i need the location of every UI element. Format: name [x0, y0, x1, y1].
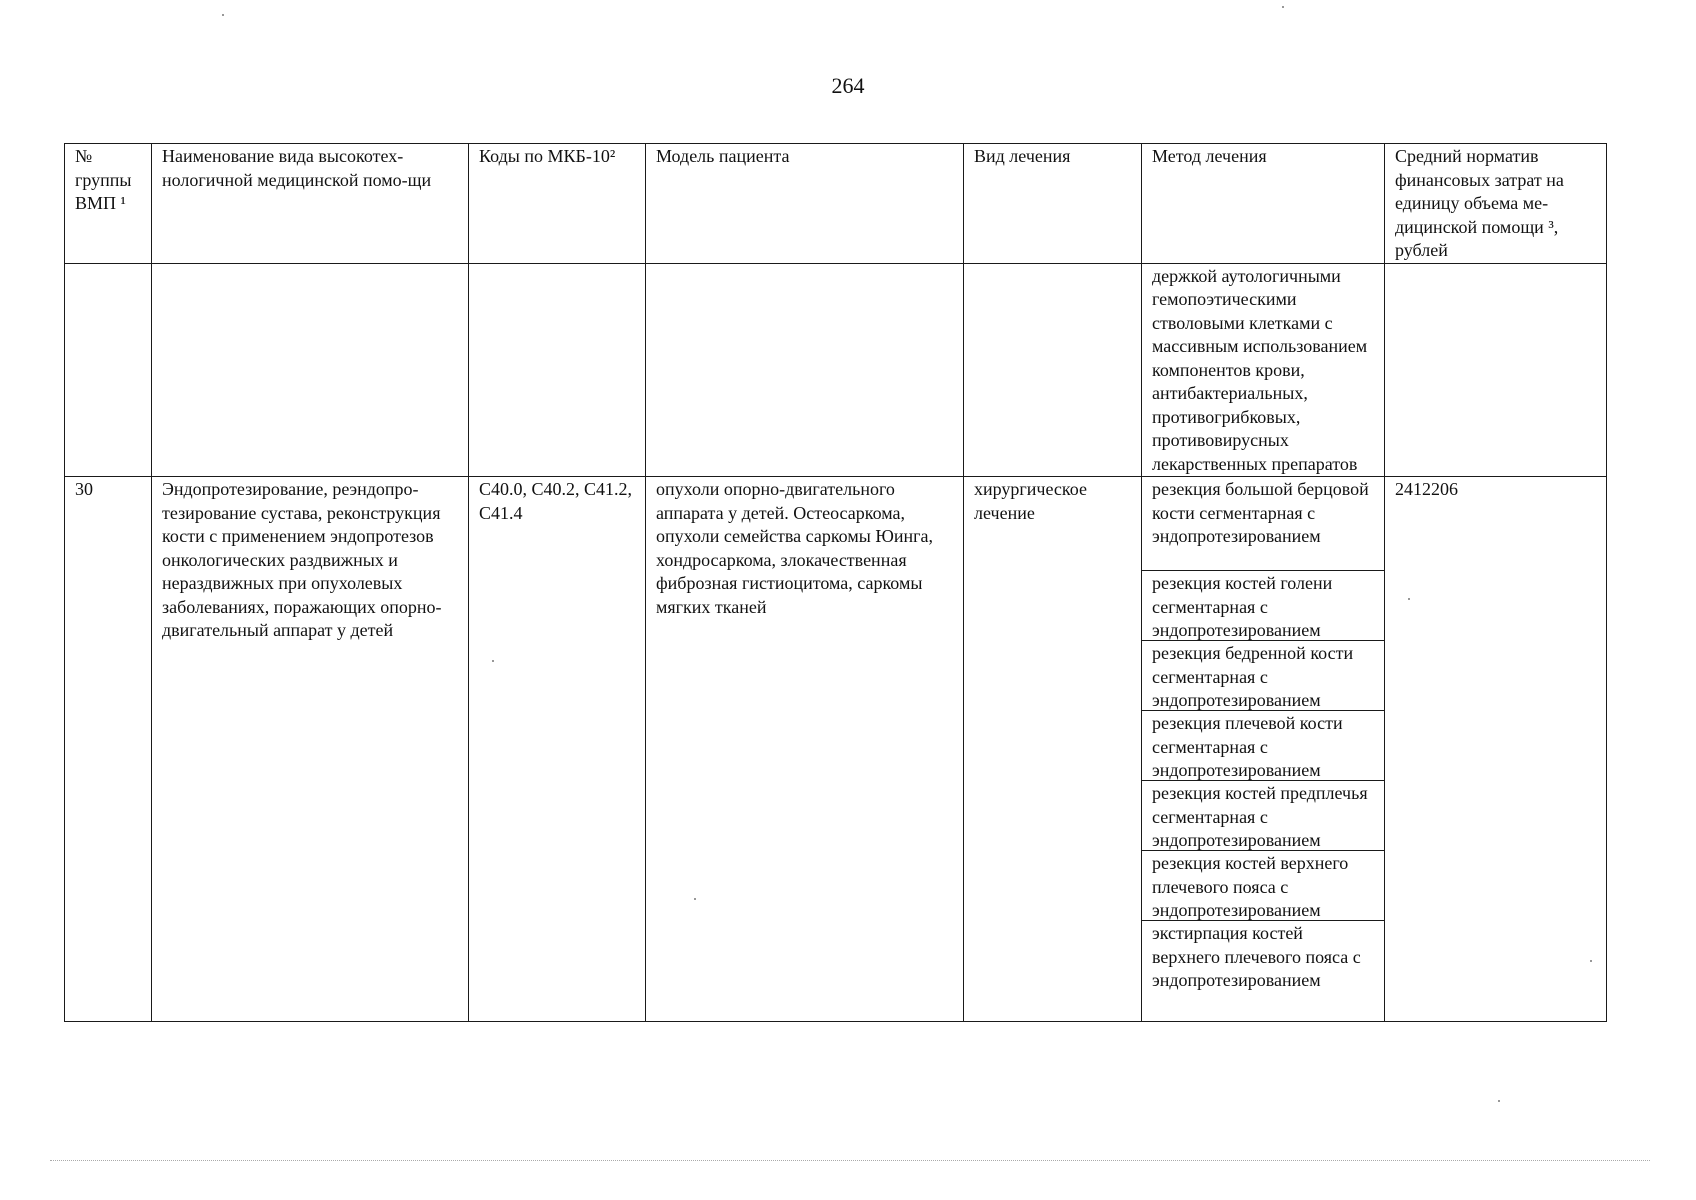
- patient-model-cell: опухоли опорно-двигательного аппарата у детей. Остеосаркома, опухоли семейства саркомы Юинга, хондросаркома, злокачественная фиброзная гистиоцитома, саркомы мягких тканей: [646, 477, 964, 1022]
- table-row-group-30: [65, 477, 1607, 1022]
- treatment-method-item: резекция костей верхнего плечевого пояса с эндопротезированием: [1142, 851, 1384, 921]
- continuation-method-cell: держкой аутологичными гемопоэтическими стволовыми клетками с массивным использованием компонентов крови, антибактериальных, противогрибковых, противовирусных лекарственных препаратов: [1142, 263, 1385, 477]
- table-cell-empty: [964, 263, 1142, 477]
- care-type-name-cell: Эндопротезирование, реэндопро-тезирование сустава, реконструкция кости с применением эндопротезов онкологических раздвижных и нераздвижных при опухолевых заболеваниях, поражающих опорно-двигательный аппарат у детей: [152, 477, 469, 1022]
- header-cost-standard: Средний норматив финансовых затрат на единицу объема ме-дицинской помощи ³, рублей: [1385, 144, 1607, 264]
- header-group-number: № группы ВМП ¹: [65, 144, 152, 264]
- scan-speck: [1282, 6, 1284, 8]
- treatment-type-cell: хирургическое лечение: [964, 477, 1142, 1022]
- table-cell-empty: [1385, 263, 1607, 477]
- vmp-table: [64, 143, 1607, 1022]
- page-number: 264: [831, 73, 865, 98]
- header-patient-model: Модель пациента: [646, 144, 964, 264]
- scan-speck: [1408, 598, 1410, 600]
- treatment-method-item: резекция костей предплечья сегментарная с эндопротезированием: [1142, 781, 1384, 851]
- icd-codes-cell: C40.0, C40.2, C41.2, C41.4: [469, 477, 646, 1022]
- scan-speck: [492, 660, 494, 662]
- group-number-cell: 30: [65, 477, 152, 1022]
- table-cell-empty: [65, 263, 152, 477]
- table-cell-empty: [152, 263, 469, 477]
- table-cell-empty: [469, 263, 646, 477]
- header-icd-codes: Коды по МКБ-10²: [469, 144, 646, 264]
- cost-cell: 2412206: [1385, 477, 1607, 1022]
- treatment-method-item: резекция плечевой кости сегментарная с эндопротезированием: [1142, 711, 1384, 781]
- table-header-row: [65, 144, 1607, 264]
- treatment-methods-cell: [1142, 477, 1385, 1022]
- treatment-method-item: резекция большой берцовой кости сегментарная с эндопротезированием: [1142, 477, 1384, 571]
- scan-dotted-line: [50, 1160, 1650, 1161]
- table-cell-empty: [646, 263, 964, 477]
- scan-speck: [222, 14, 224, 16]
- treatment-method-item: резекция костей голени сегментарная с эндопротезированием: [1142, 571, 1384, 641]
- header-treatment-type: Вид лечения: [964, 144, 1142, 264]
- treatment-method-item: резекция бедренной кости сегментарная с эндопротезированием: [1142, 641, 1384, 711]
- treatment-method-item: экстирпация костей верхнего плечевого пояса с эндопротезированием: [1152, 923, 1361, 990]
- scan-speck: [1498, 1100, 1500, 1102]
- header-treatment-method: Метод лечения: [1142, 144, 1385, 264]
- header-care-type-name: Наименование вида высокотех-нологичной медицинской помо-щи: [152, 144, 469, 264]
- scan-speck: [1590, 960, 1592, 962]
- scan-speck: [694, 898, 696, 900]
- table-row-continuation: [65, 263, 1607, 477]
